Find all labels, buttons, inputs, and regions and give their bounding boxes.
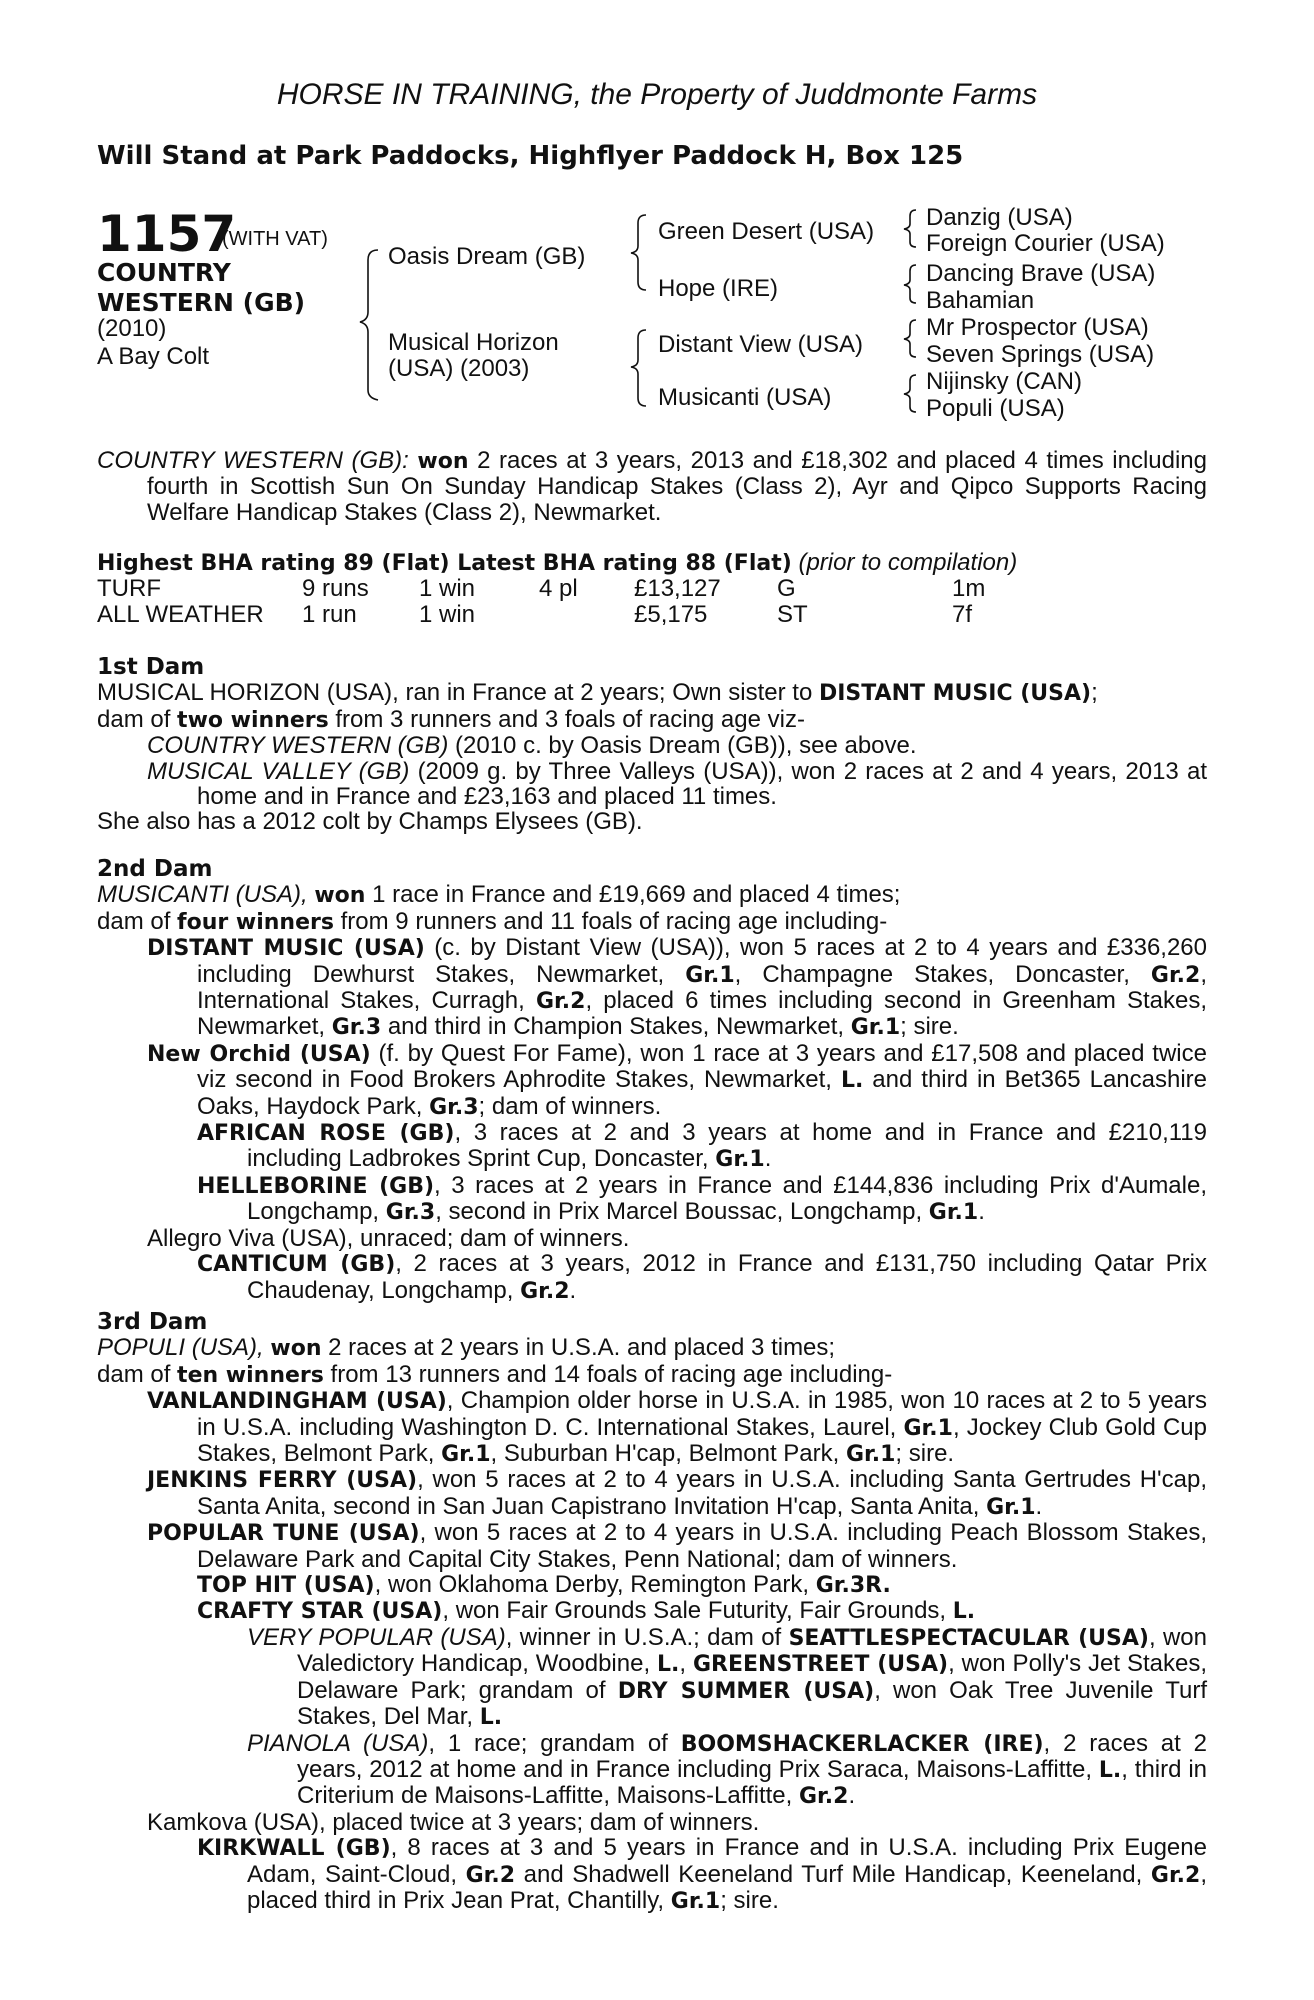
list-item: JENKINS FERRY (USA), won 5 races at 2 to 4 years in U.S.A. including Santa Gertrudes H'cap, Santa Anita, second in San Juan Capistrano Invitation H'cap, Santa Anita, Gr.1. [147, 1466, 1208, 1520]
third-dam-section: 3rd Dam POPULI (USA), won 2 races at 2 years in U.S.A. and placed 3 times; dam of ten winners from 13 runners and 14 foals of racing age including- VANLANDINGHAM (USA), Champion older horse in U.S.A. in 1985, won 10 races at 2 to 5 years in U.S.A. including Washington D. C. International Stakes, Laurel, Gr.1, Jockey Club Gold Cup Stakes, Belmont Park, Gr.1, Suburban H'cap, Belmont Park, Gr.1; sire. JENKINS FERRY (USA), won 5 races at 2 to 4 years in U.S.A. including Santa Gertrudes H'cap, Santa Anita, second in San Juan Capistrano Invitation H'cap, Santa Anita, Gr.1. POPULAR TUNE (USA), won 5 races at 2 to 4 years in U.S.A. including Peach Blossom Stakes, Delaware Park and Capital City Stakes, Penn National; dam of winners. TOP HIT (USA), won Oklahoma Derby, Remington Park, Gr.3R. CRAFTY STAR (USA), won Fair Grounds Sale Futurity, Fair Grounds, L. VERY POPULAR (USA), winner in U.S.A.; dam of SEATTLESPECTACULAR (USA), won Valedictory Handicap, Woodbine, L., GREENSTREET (USA), won Polly's Jet Stakes, Delaware Park; grandam of DRY SUMMER (USA), won Oak Tree Juvenile Turf Stakes, Del Mar, L. PIANOLA (USA), 1 race; grandam of BOOMSHACKERLACKER (IRE), 2 races at 2 years, 2012 at home and in France including Prix Saraca, Maisons-Laffitte, L., third in Criterium de Maisons-Laffitte, Maisons-Laffitte, Gr.2. Kamkova (USA), placed twice at 3 years; dam of winners. KIRKWALL (GB), 8 races at 3 and 5 years in France and in U.S.A. including Prix Eugene Adam, Saint-Cloud, Gr.2 and Shadwell Keeneland Turf Mile Handicap, Keeneland, Gr.2, placed third in Prix Jean Prat, Chantilly, Gr.1; sire. [97, 1309, 1208, 1914]
sire: Oasis Dream (GB) [388, 243, 586, 270]
ancestor-7: Nijinsky (CAN) [926, 368, 1082, 395]
first-dam-section: 1st Dam MUSICAL HORIZON (USA), ran in France at 2 years; Own sister to DISTANT MUSIC (USA); dam of two winners from 3 runners and 3 foals of racing age viz- COUNTRY WESTERN (GB) (2010 c. by Oasis Dream (GB)), see above. MUSICAL VALLEY (GB) (2009 g. by Three Valleys (USA)), won 2 races at 2 and 4 years, 2013 at home and in France and £23,163 and placed 11 times. She also has a 2012 colt by Champs Elysees (GB). [97, 654, 1208, 836]
list-item: VANLANDINGHAM (USA), Champion older horse in U.S.A. in 1985, won 10 races at 2 to 5 years in U.S.A. including Washington D. C. International Stakes, Laurel, Gr.1, Jockey Club Gold Cup Stakes, Belmont Park, Gr.1, Suburban H'cap, Belmont Park, Gr.1; sire. [147, 1387, 1208, 1468]
first-dam-heading: 1st Dam [97, 654, 205, 680]
brace-dam [631, 330, 646, 406]
performance-table [97, 576, 985, 627]
brace-g3 [904, 320, 916, 357]
list-item: CRAFTY STAR (USA), won Fair Grounds Sale Futurity, Fair Grounds, L. [197, 1597, 976, 1625]
second-dam-section: 2nd Dam MUSICANTI (USA), won 1 race in France and £19,669 and placed 4 times; dam of four winners from 9 runners and 11 foals of racing age including- DISTANT MUSIC (USA) (c. by Distant View (USA)), won 5 races at 2 to 4 years and £336,260 including Dewhurst Stakes, Newmarket, Gr.1, Champagne Stakes, Doncaster, Gr.2, International Stakes, Curragh, Gr.2, placed 6 times including second in Greenham Stakes, Newmarket, Gr.3 and third in Champion Stakes, Newmarket, Gr.1; sire. New Orchid (USA) (f. by Quest For Fame), won 1 race at 3 years and £17,508 and placed twice viz second in Food Brokers Aphrodite Stakes, Newmarket, L. and third in Bet365 Lancashire Oaks, Haydock Park, Gr.3; dam of winners. AFRICAN ROSE (GB), 3 races at 2 and 3 years at home and in France and £210,119 including Ladbrokes Sprint Cup, Doncaster, Gr.1. HELLEBORINE (GB), 3 races at 2 years in France and £144,836 including Prix d'Aumale, Longchamp, Gr.3, second in Prix Marcel Boussac, Longchamp, Gr.1. Allegro Viva (USA), unraced; dam of winners. CANTICUM (GB), 2 races at 3 years, 2012 in France and £131,750 including Qatar Prix Chaudenay, Longchamp, Gr.2. [97, 856, 1208, 1304]
racing-summary: COUNTRY WESTERN (GB): won 2 races at 3 years, 2013 and £18,302 and placed 4 times including fourth in Scottish Sun On Sunday Handicap Stakes (Class 2), Ayr and Qipco Supports Racing Welfare Handicap Stakes (Class 2), Newmarket. [97, 447, 1208, 526]
horse-description: A Bay Colt [97, 343, 210, 370]
brace-sire [631, 215, 646, 290]
sire-sire: Green Desert (USA) [658, 218, 875, 245]
list-item: DISTANT MUSIC (USA) (c. by Distant View (USA)), won 5 races at 2 to 4 years and £336,260 including Dewhurst Stakes, Newmarket, Gr.1, Champagne Stakes, Doncaster, Gr.2, International Stakes, Curragh, Gr.2, placed 6 times including second in Greenham Stakes, Newmarket, Gr.3 and third in Champion Stakes, Newmarket, Gr.1; sire. [147, 934, 1208, 1041]
dam: Musical Horizon (USA) (2003) [388, 329, 559, 382]
list-item: KIRKWALL (GB), 8 races at 3 and 5 years in France and in U.S.A. including Prix Eugene Adam, Saint-Cloud, Gr.2 and Shadwell Keeneland Turf Mile Handicap, Keeneland, Gr.2, placed third in Prix Jean Prat, Chantilly, Gr.1; sire. [197, 1834, 1207, 1914]
list-item: Allegro Viva (USA), unraced; dam of winners. [147, 1224, 630, 1252]
ancestor-8: Populi (USA) [926, 395, 1065, 422]
dam-sire: Distant View (USA) [658, 331, 863, 358]
stand-location: Will Stand at Park Paddocks, Highflyer Paddock H, Box 125 [97, 141, 964, 171]
brace-g4 [904, 375, 916, 412]
ancestor-5: Mr Prospector (USA) [926, 314, 1149, 341]
ancestor-3: Dancing Brave (USA) [926, 260, 1156, 287]
list-item: VERY POPULAR (USA), winner in U.S.A.; dam of SEATTLESPECTACULAR (USA), won Valedictory Handicap, Woodbine, L., GREENSTREET (USA), won Polly's Jet Stakes, Delaware Park; grandam of DRY SUMMER (USA), won Oak Tree Juvenile Turf Stakes, Del Mar, L. [247, 1623, 1208, 1731]
list-item: POPULAR TUNE (USA), won 5 races at 2 to 4 years in U.S.A. including Peach Blossom Stakes, Delaware Park and Capital City Stakes, Penn National; dam of winners. [147, 1519, 1207, 1573]
list-item: PIANOLA (USA), 1 race; grandam of BOOMSHACKERLACKER (IRE), 2 races at 2 years, 2012 at home and in France including Prix Saraca, Maisons-Laffitte, L., third in Criterium de Maisons-Laffitte, Maisons-Laffitte, Gr.2. [247, 1729, 1208, 1810]
horse-name: COUNTRY WESTERN (GB) [97, 258, 306, 317]
list-item: AFRICAN ROSE (GB), 3 races at 2 and 3 years at home and in France and £210,119 including Ladbrokes Sprint Cup, Doncaster, Gr.1. [197, 1119, 1207, 1173]
brace-g2 [904, 265, 916, 303]
vat-note: (WITH VAT) [222, 228, 328, 250]
ancestor-1: Danzig (USA) [926, 204, 1073, 231]
brace-g1 [904, 210, 916, 247]
brace-main [360, 250, 378, 400]
pedigree-braces [0, 0, 1314, 440]
list-item: TOP HIT (USA), won Oklahoma Derby, Remington Park, Gr.3R. [197, 1571, 891, 1599]
foal-year: (2010) [97, 315, 167, 342]
ancestor-2: Foreign Courier (USA) [926, 230, 1165, 257]
list-item: CANTICUM (GB), 2 races at 3 years, 2012 in France and £131,750 including Qatar Prix Chaudenay, Longchamp, Gr.2. [197, 1250, 1207, 1304]
list-item: New Orchid (USA) (f. by Quest For Fame), won 1 race at 3 years and £17,508 and placed twice viz second in Food Brokers Aphrodite Stakes, Newmarket, L. and third in Bet365 Lancashire Oaks, Haydock Park, Gr.3; dam of winners. [147, 1039, 1208, 1120]
rating-note: (prior to compilation) [798, 549, 1018, 576]
list-item: Kamkova (USA), placed twice at 3 years; dam of winners. [147, 1808, 760, 1836]
second-dam-heading: 2nd Dam [97, 856, 213, 882]
ancestor-6: Seven Springs (USA) [926, 341, 1155, 368]
rating-section [97, 550, 1207, 627]
rating-bold: Highest BHA rating 89 (Flat) Latest BHA rating 88 (Flat) [97, 551, 792, 576]
third-dam-heading: 3rd Dam [97, 1309, 208, 1335]
list-item: HELLEBORINE (GB), 3 races at 2 years in France and £144,836 including Prix d'Aumale, Longchamp, Gr.3, second in Prix Marcel Boussac, Longchamp, Gr.1. [197, 1171, 1208, 1226]
summary-horse: COUNTRY WESTERN (GB): [97, 447, 409, 474]
table-row: ALL WEATHER 1 run 1 win £5,175 ST 7f [97, 600, 973, 628]
sire-dam: Hope (IRE) [658, 275, 779, 302]
table-row: TURF 9 runs 1 win 4 pl £13,127 G 1m [97, 575, 986, 603]
ancestor-4: Bahamian [926, 287, 1035, 314]
dam-dam: Musicanti (USA) [658, 384, 832, 411]
lot-number: 1157 [97, 205, 237, 263]
page-title: HORSE IN TRAINING, the Property of Juddmonte Farms [276, 78, 1038, 111]
